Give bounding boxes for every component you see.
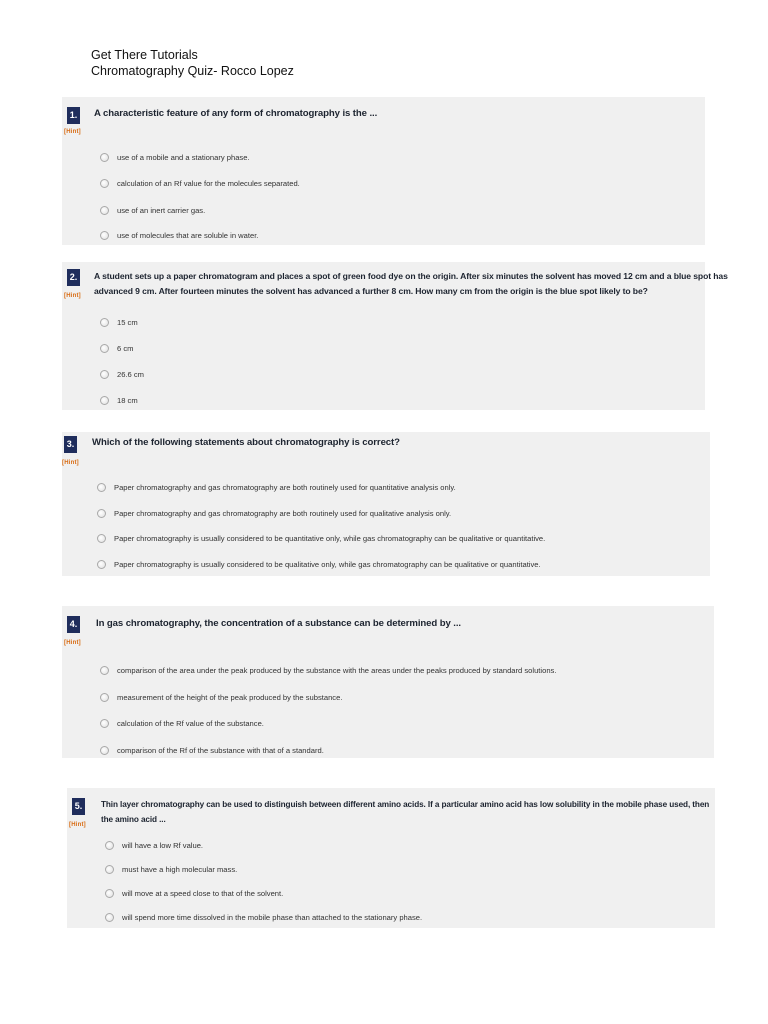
answer-option[interactable]: [105, 889, 283, 898]
radio-button[interactable]: [100, 396, 109, 405]
radio-button[interactable]: [97, 560, 106, 569]
answer-option[interactable]: [97, 534, 545, 543]
radio-button[interactable]: [105, 913, 114, 922]
answer-option[interactable]: [100, 179, 300, 188]
option-label: will move at a speed close to that of the solvent.: [122, 889, 284, 898]
radio-button[interactable]: [100, 153, 109, 162]
option-label: calculation of an Rf value for the molecules separated.: [117, 179, 300, 188]
answer-option[interactable]: [97, 509, 451, 518]
radio-button[interactable]: [100, 344, 109, 353]
answer-option[interactable]: [105, 841, 203, 850]
hint-link[interactable]: [Hint]: [62, 460, 79, 466]
answer-option[interactable]: [100, 746, 324, 755]
answer-option[interactable]: [100, 666, 556, 675]
answer-option[interactable]: [100, 693, 342, 702]
radio-button[interactable]: [105, 865, 114, 874]
question-text-line-1: A student sets up a paper chromatogram and places a spot of green food dye on the origin. After six minutes the solvent has moved 12 cm and a blue spot has: [94, 271, 728, 281]
option-label: calculation of the Rf value of the substance.: [117, 719, 264, 728]
question-number: 2.: [67, 269, 80, 286]
radio-button[interactable]: [97, 483, 106, 492]
answer-option[interactable]: [100, 206, 205, 215]
answer-option[interactable]: [105, 913, 422, 922]
radio-button[interactable]: [105, 841, 114, 850]
question-4-panel: [62, 606, 714, 758]
option-label: 15 cm: [117, 318, 138, 327]
radio-button[interactable]: [97, 534, 106, 543]
option-label: use of an inert carrier gas.: [117, 206, 206, 215]
option-label: comparison of the area under the peak produced by the substance with the areas under the peaks produced by standard solutions.: [117, 666, 557, 675]
answer-option[interactable]: [97, 483, 456, 492]
question-text-line-2: the amino acid ...: [101, 815, 166, 824]
answer-option[interactable]: [97, 560, 541, 569]
question-text: A characteristic feature of any form of chromatography is the ...: [94, 108, 378, 119]
question-text-line-1: Thin layer chromatography can be used to distinguish between different amino acids. If a particular amino acid has low solubility in the mobile phase used, then: [101, 800, 710, 809]
option-label: must have a high molecular mass.: [122, 865, 238, 874]
answer-option[interactable]: [100, 344, 133, 353]
answer-option[interactable]: [100, 370, 144, 379]
question-number: 4.: [67, 616, 80, 633]
question-number: 3.: [64, 436, 77, 453]
hint-link[interactable]: [Hint]: [64, 129, 81, 135]
option-label: will spend more time dissolved in the mobile phase than attached to the stationary phase.: [122, 913, 423, 922]
option-label: measurement of the height of the peak produced by the substance.: [117, 693, 343, 702]
question-text-line-2: advanced 9 cm. After fourteen minutes the solvent has advanced a further 8 cm. How many cm from the origin is the blue spot likely to be?: [94, 286, 648, 296]
option-label: use of molecules that are soluble in water.: [117, 231, 259, 240]
question-5-panel: [67, 788, 715, 928]
option-label: 6 cm: [117, 344, 134, 353]
option-label: Paper chromatography is usually considered to be qualitative only, while gas chromatography can be qualitative or quantitative.: [114, 560, 541, 569]
radio-button[interactable]: [100, 666, 109, 675]
answer-option[interactable]: [100, 153, 250, 162]
option-label: Paper chromatography is usually considered to be quantitative only, while gas chromatography can be qualitative or quantitative.: [114, 534, 546, 543]
radio-button[interactable]: [100, 370, 109, 379]
question-number: 5.: [72, 798, 85, 815]
radio-button[interactable]: [100, 206, 109, 215]
option-label: comparison of the Rf of the substance with that of a standard.: [117, 746, 324, 755]
answer-option[interactable]: [100, 719, 264, 728]
radio-button[interactable]: [100, 318, 109, 327]
header-line-1: Get There Tutorials: [91, 48, 198, 62]
radio-button[interactable]: [105, 889, 114, 898]
question-text: Which of the following statements about chromatography is correct?: [92, 437, 400, 448]
option-label: 26.6 cm: [117, 370, 145, 379]
option-label: Paper chromatography and gas chromatography are both routinely used for qualitative analysis only.: [114, 509, 452, 518]
header-line-2: Chromatography Quiz- Rocco Lopez: [91, 64, 294, 78]
question-number: 1.: [67, 107, 80, 124]
hint-link[interactable]: [Hint]: [69, 822, 86, 828]
option-label: Paper chromatography and gas chromatography are both routinely used for quantitative analysis only.: [114, 483, 456, 492]
question-text: In gas chromatography, the concentration of a substance can be determined by ...: [96, 618, 461, 629]
radio-button[interactable]: [100, 693, 109, 702]
hint-link[interactable]: [Hint]: [64, 293, 81, 299]
option-label: will have a low Rf value.: [122, 841, 204, 850]
radio-button[interactable]: [100, 746, 109, 755]
option-label: 18 cm: [117, 396, 138, 405]
answer-option[interactable]: [105, 865, 237, 874]
hint-link[interactable]: [Hint]: [64, 640, 81, 646]
question-1-panel: [62, 97, 705, 245]
document-header: [91, 47, 294, 79]
radio-button[interactable]: [100, 179, 109, 188]
question-2-panel: [62, 262, 728, 410]
option-label: use of a mobile and a stationary phase.: [117, 153, 250, 162]
radio-button[interactable]: [97, 509, 106, 518]
answer-option[interactable]: [100, 396, 138, 405]
radio-button[interactable]: [100, 719, 109, 728]
answer-option[interactable]: [100, 318, 138, 327]
answer-option[interactable]: [100, 231, 258, 240]
question-3-panel: [62, 432, 710, 576]
radio-button[interactable]: [100, 231, 109, 240]
